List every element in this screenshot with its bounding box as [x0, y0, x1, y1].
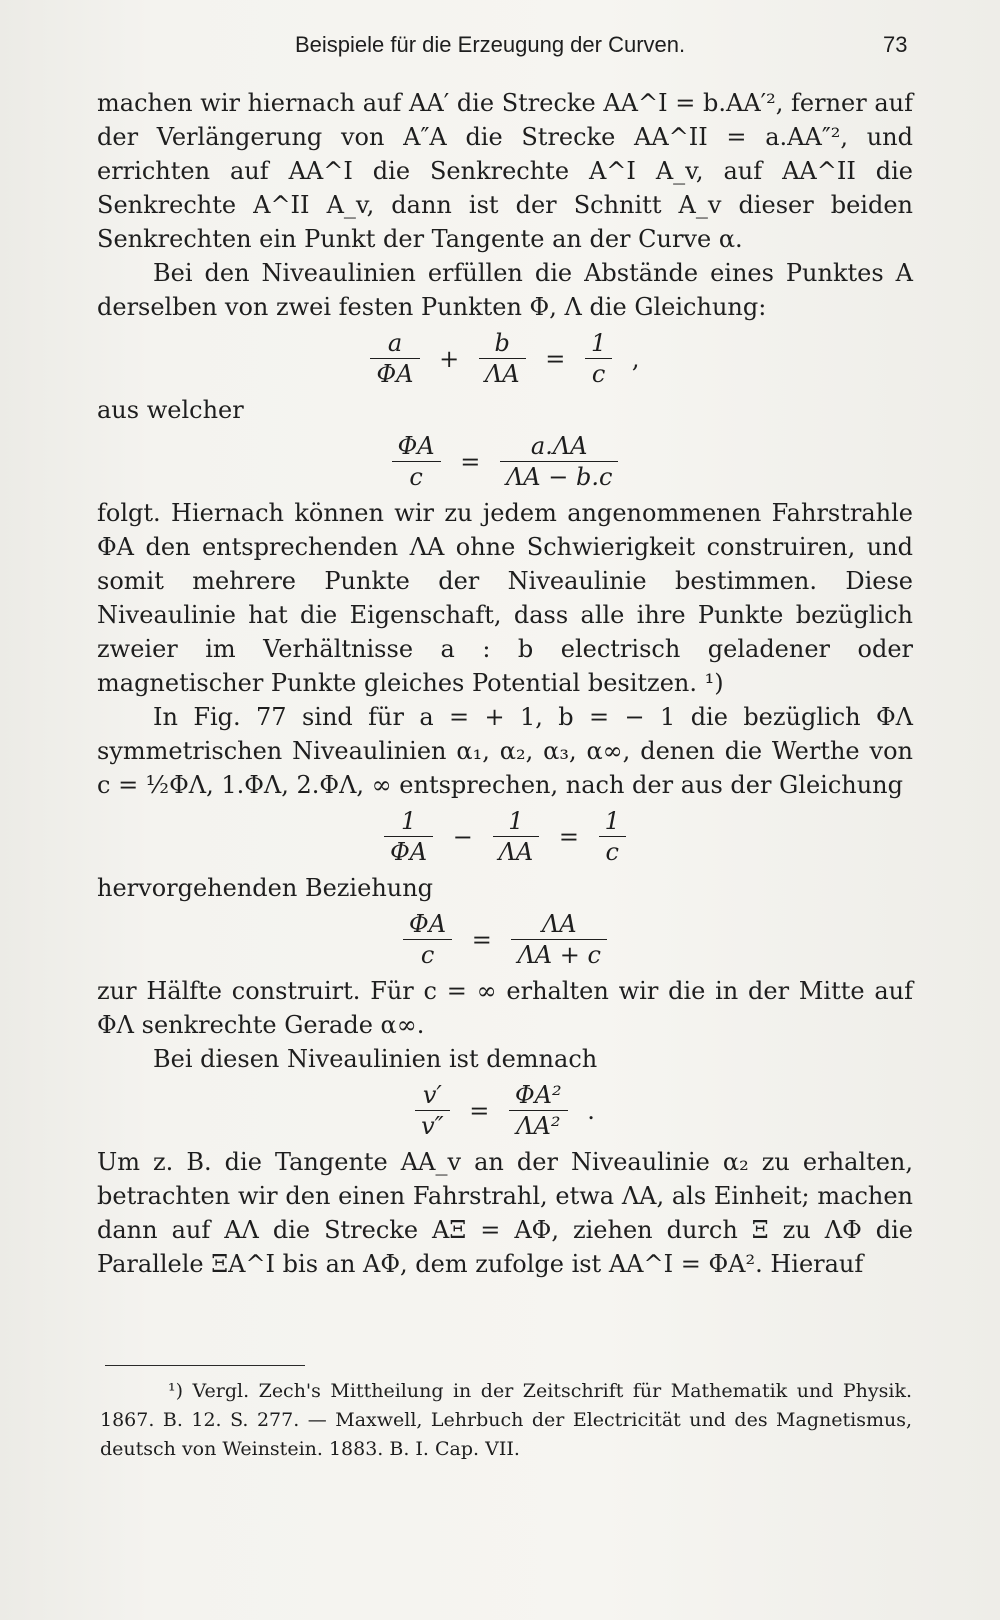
- fraction: $\frac{b}{\Lambda A}$: [479, 328, 526, 389]
- fraction: $\frac{v'}{v''}$: [415, 1080, 450, 1141]
- page-number: 73: [883, 32, 908, 57]
- running-title: Beispiele für die Erzeugung der Curven.: [295, 32, 686, 57]
- fraction: $\frac{\Phi A}{c}$: [392, 431, 441, 492]
- paragraph-construction: machen wir hiernach auf AA′ die Strecke AA^I = b.AA′², ferner auf der Verlängerung von A″A die Strecke AA^II = a.AA″², und errichten auf AA^I die Senkrechte A^I A_v, auf AA^II die Senkrechte A^II A_v, dann ist der Schnitt A_v dieser beiden Senkrechten ein Punkt der Tangente an der Curve α.: [97, 89, 913, 253]
- fraction: $\frac{1}{\Phi A}$: [384, 806, 433, 867]
- equation-sum: $\frac{a}{\Phi A}$ + $\frac{b}{\Lambda A}$ = $\frac{1}{c}$ ,: [97, 328, 913, 389]
- fraction: $\frac{a.\Lambda A}{\Lambda A - b.c}$: [500, 431, 618, 492]
- footnote: [100, 1377, 912, 1464]
- paragraph-beziehung: hervorgehenden Beziehung: [97, 874, 434, 902]
- fraction: $\frac{1}{c}$: [599, 806, 626, 867]
- footnote-divider: [105, 1365, 305, 1366]
- fraction: $\frac{\Lambda A}{\Lambda A + c}$: [511, 909, 606, 970]
- fraction: $\frac{1}{\Lambda A}$: [493, 806, 540, 867]
- fraction: $\frac{1}{c}$: [585, 328, 612, 389]
- fraction: $\frac{\Phi A}{c}$: [403, 909, 452, 970]
- equation-velocity: $\frac{v'}{v''}$ = $\frac{\text{ΦA²}}{\text{ΛA²}}$ .: [97, 1080, 913, 1141]
- page-header: [0, 32, 1000, 64]
- paragraph-demnach: Bei diesen Niveaulinien ist demnach: [153, 1045, 598, 1073]
- equation-difference: $\frac{1}{\Phi A}$ − $\frac{1}{\Lambda A}$ = $\frac{1}{c}$: [97, 806, 913, 867]
- equation-ratio: $\frac{\Phi A}{c}$ = $\frac{a.\Lambda A}{\Lambda A - b.c}$: [97, 431, 913, 492]
- paragraph-aus-welcher: aus welcher: [97, 396, 244, 424]
- paragraph-tangente: Um z. B. die Tangente AA_v an der Niveaulinie α₂ zu erhalten, betrachten wir den einen Fahrstrahl, etwa ΛA, als Einheit; machen dann auf AΛ die Strecke AΞ = AΦ, ziehen durch Ξ zu ΛΦ die Parallele ΞA^I bis an AΦ, dem zufolge ist AA^I = ΦA². Hierauf: [97, 1148, 913, 1278]
- paragraph-fig77: In Fig. 77 sind für a = + 1, b = − 1 die bezüglich ΦΛ symmetrischen Niveaulinien α₁, α₂, α₃, α∞, denen die Werthe von c = ½ΦΛ, 1.ΦΛ, 2.ΦΛ, ∞ entsprechen, nach der aus der Gleichung: [97, 703, 913, 799]
- fraction: $\frac{a}{\Phi A}$: [370, 328, 419, 389]
- main-text: [97, 86, 913, 1281]
- paragraph-haelfte: zur Hälfte construirt. Für c = ∞ erhalten wir die in der Mitte auf ΦΛ senkrechte Gerade α∞.: [97, 977, 913, 1039]
- paragraph-folgt: folgt. Hiernach können wir zu jedem angenommenen Fahrstrahle ΦA den entsprechenden ΛA ohne Schwierigkeit construiren, und somit mehrere Punkte der Niveaulinie bestimmen. Diese Niveaulinie hat die Eigenschaft, dass alle ihre Punkte bezüglich zweier im Verhältnisse a : b electrisch geladener oder magnetischer Punkte gleiches Potential besitzen. ¹): [97, 499, 913, 697]
- fraction: $\frac{\text{ΦA²}}{\text{ΛA²}}$: [509, 1080, 568, 1141]
- paragraph-niveaulinien: Bei den Niveaulinien erfüllen die Abstände eines Punktes A derselben von zwei festen Punkten Φ, Λ die Gleichung:: [97, 259, 913, 321]
- footnote-text: ¹) Vergl. Zech's Mittheilung in der Zeitschrift für Mathematik und Physik. 1867. B. 12. S. 277. — Maxwell, Lehrbuch der Electricität und des Magnetismus, deutsch von Weinstein. 1883. B. I. Cap. VII.: [100, 1380, 912, 1460]
- equation-beziehung: $\frac{\Phi A}{c}$ = $\frac{\Lambda A}{\Lambda A + c}$: [97, 909, 913, 970]
